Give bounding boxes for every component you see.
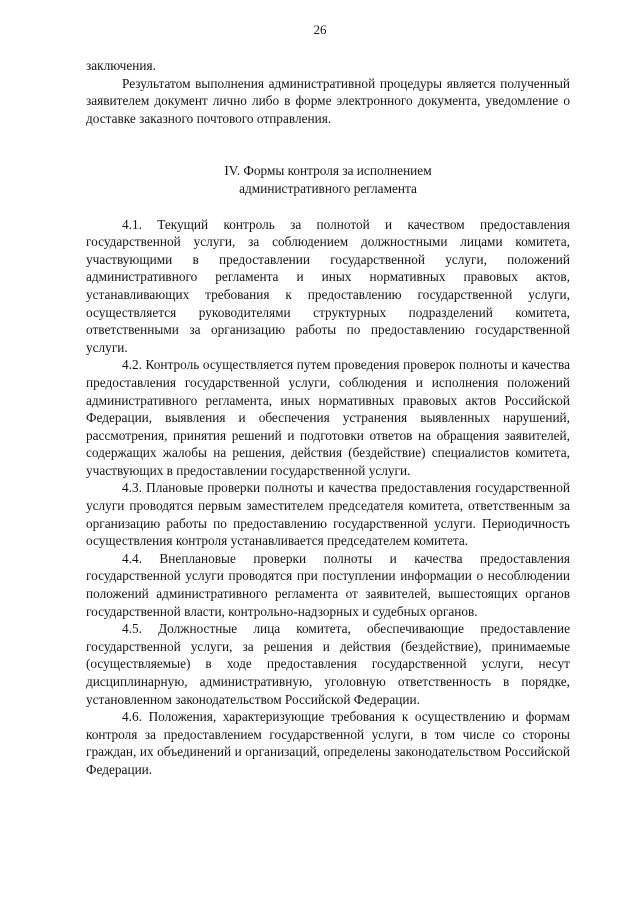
- continuation-text: заключения.: [86, 58, 156, 73]
- section-title-line-1: IV. Формы контроля за исполнением: [224, 163, 432, 179]
- paragraph-4-1: 4.1. Текущий контроль за полнотой и качеством предоставления государственной услуги, за соблюдением должностными лицами комитета, участвующими в предоставлении государственной услуги, положений административного регламента и иных нормативных правовых актов, устанавливающих требования к предоставлению государственной услуги, осуществляется руководителями структурных подразделений комитета, ответственными за организацию работы по предоставлению государственной услуги.: [86, 216, 570, 355]
- paragraph-4-5: 4.5. Должностные лица комитета, обеспечивающие предоставление государственной услуги, за решения и действия (бездействие), принимаемые (осуществляемые) в ходе предоставления государственной услуги, несут дисциплинарную, административную, уголовную ответственность в порядке, установленном законодательством Российской Федерации.: [86, 621, 570, 707]
- page-content: [86, 57, 570, 779]
- paragraph-4-3: 4.3. Плановые проверки полноты и качества предоставления государственной услуги проводятся первым заместителем председателя комитета, ответственным за организацию работы по предоставлению государственной услуги. Периодичность осуществления контроля устанавливается председателем комитета.: [86, 480, 570, 549]
- paragraph-4-6: 4.6. Положения, характеризующие требования к осуществлению и формам контроля за предоставлением государственной услуги, в том числе со стороны граждан, их объединений и организаций, определены законодательством Российской Федерации.: [86, 709, 570, 777]
- section-heading: [86, 162, 570, 197]
- section-title-line-2: административного регламента: [239, 180, 417, 196]
- paragraph-4-2: 4.2. Контроль осуществляется путем проведения проверок полноты и качества предоставления государственной услуги, соблюдения и исполнения положений административного регламента, иных нормативных правовых актов Российской Федерации, выявления и обеспечения устранения выявленных нарушений, рассмотрения, принятия решений и подготовки ответов на обращения заявителей, содержащих жалобы на решения, действия (бездействие) специалистов комитета, участвующих в предоставлении государственной услуги.: [86, 357, 570, 478]
- paragraph-4-4: 4.4. Внеплановые проверки полноты и качества предоставления государственной услуги проводятся при поступлении информации о несоблюдении положений административного регламента от заявителей, вышестоящих органов государственной власти, контрольно-надзорных и судебных органов.: [86, 550, 570, 619]
- page-number: 26: [313, 22, 327, 37]
- result-paragraph: Результатом выполнения административной процедуры является полученный заявителем документ лично либо в форме электронного документа, уведомление о доставке заказного почтового отправления.: [86, 75, 570, 126]
